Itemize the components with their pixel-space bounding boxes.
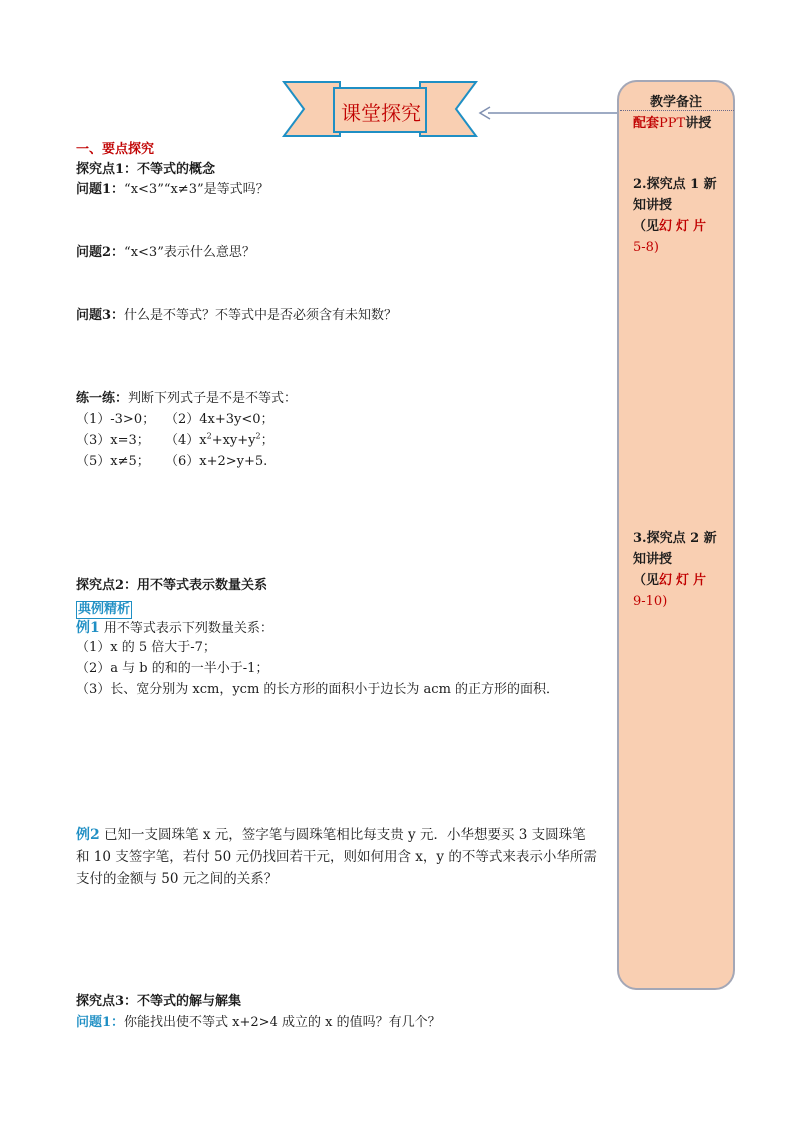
question1: 问题1：“x<3”“x≠3”是等式吗？ xyxy=(76,182,269,197)
example1-prompt: 例1 用不等式表示下列数量关系： xyxy=(76,620,273,636)
arrow-left-icon xyxy=(476,105,622,121)
notes-divider xyxy=(620,110,734,111)
example2-line-3: 支付的金额与 50 元之间的关系？ xyxy=(76,871,278,887)
banner-title: 课堂探究 xyxy=(341,100,421,125)
note-point2: 3.探究点 2 新 知讲授 （见幻灯片 9-10) xyxy=(633,531,717,609)
section3-question1: 问题1：你能找出使不等式 x+2>4 成立的 x 的值吗？有几个？ xyxy=(76,1015,441,1030)
example1-item-2: （2）a 与 b 的和的一半小于-1； xyxy=(76,661,269,676)
practice-item-5: （5）x≠5； xyxy=(76,454,150,469)
example-box: 典例精析 xyxy=(78,602,131,617)
practice-prompt: 练一练：判断下列式子是不是不等式： xyxy=(76,391,298,406)
point1-title: 探究点1：不等式的概念 xyxy=(76,162,216,177)
practice-item-6: （6）x+2>y+5. xyxy=(165,454,268,469)
question3: 问题3：什么是不等式？不等式中是否必须含有未知数？ xyxy=(76,308,398,323)
ppt-note: 配套PPT讲授 xyxy=(633,116,712,131)
practice-item-3: （3）x=3； xyxy=(76,433,150,448)
example1-item-1: （1）x 的 5 倍大于-7； xyxy=(76,640,216,655)
example2-line-2: 和 10 支签字笔，若付 50 元仍找回若干元，则如何用含 x，y 的不等式来表示小华所需 xyxy=(76,849,597,865)
example2-line-1: 例2 已知一支圆珠笔 x 元，签字笔与圆珠笔相比每支贵 y 元．小华想要买 3 支圆珠笔 xyxy=(76,827,586,843)
teaching-notes-title: 教学备注 xyxy=(649,95,702,110)
practice-item-2: （2）4x+3y<0； xyxy=(165,412,274,427)
note-point1: 2.探究点 1 新 知讲授 （见幻灯片 5-8) xyxy=(633,177,717,255)
question2: 问题2：“x<3”表示什么意思？ xyxy=(76,245,255,260)
practice-item-4: $(4)x^2+xy+y^2$； xyxy=(165,431,274,448)
practice-item-1: （1）-3>0； xyxy=(76,412,156,427)
point3-title: 探究点3：不等式的解与解集 xyxy=(76,994,242,1009)
section-heading: 一、要点探究 xyxy=(76,142,155,157)
point2-title: 探究点2：用不等式表示数量关系 xyxy=(76,578,268,593)
example1-item-3: （3）长、宽分别为 xcm，ycm 的长方形的面积小于边长为 acm 的正方形的面积． xyxy=(76,682,560,697)
